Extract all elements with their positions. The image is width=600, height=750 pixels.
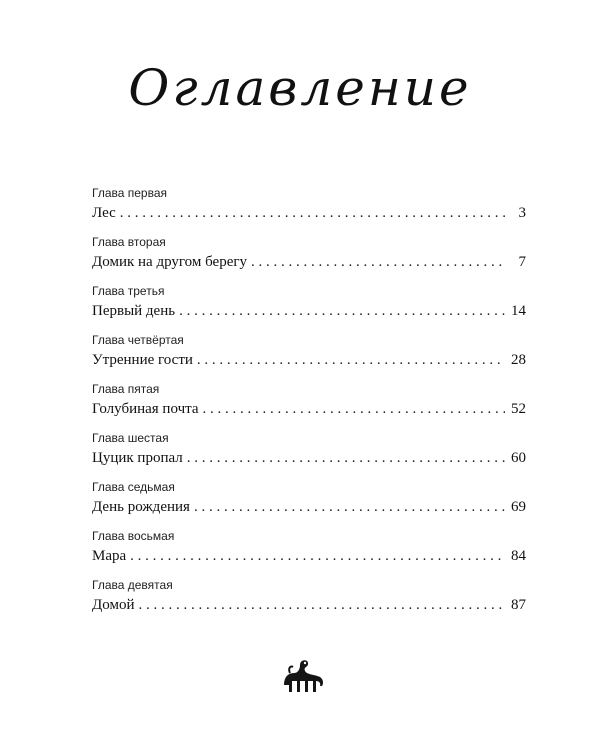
toc-entry[interactable] [92,185,526,234]
chapter-line [92,399,526,419]
leader-dots [251,252,506,272]
page-number: 84 [511,548,526,564]
chapter-title: Мара [92,548,127,564]
page-number: 3 [518,205,526,221]
toc-entry[interactable] [92,381,526,430]
chapter-label: Глава девятая [92,578,173,592]
toc-entry[interactable] [92,234,526,283]
chapter-line [92,595,526,615]
toc-entry[interactable] [92,577,526,626]
page-number: 69 [511,499,526,515]
page-number: 14 [511,303,526,319]
page-number: 7 [518,254,526,270]
leader-dots [120,203,506,223]
publisher-logo-icon [280,655,326,695]
chapter-label: Глава шестая [92,431,169,445]
leader-dots [197,350,505,370]
toc-entry[interactable] [92,430,526,479]
leader-dots [187,448,505,468]
chapter-title: День рождения [92,499,190,515]
chapter-label: Глава седьмая [92,480,175,494]
chapter-line [92,252,526,272]
chapter-label: Глава третья [92,284,165,298]
leader-dots [130,546,505,566]
chapter-line [92,497,526,517]
chapter-label: Глава вторая [92,235,166,249]
page-number: 28 [511,352,526,368]
chapter-line [92,203,526,223]
page-number: 52 [511,401,526,417]
chapter-title: Домик на другом берегу [92,254,248,270]
toc-entry[interactable] [92,283,526,332]
page-title: Оглавление [128,59,472,117]
page-number: 87 [511,597,526,613]
chapter-title: Лес [92,205,116,221]
chapter-title: Домой [92,597,135,613]
chapter-line [92,448,526,468]
leader-dots [138,595,505,615]
chapter-title: Первый день [92,303,176,319]
toc-entry[interactable] [92,479,526,528]
chapter-label: Глава восьмая [92,529,175,543]
chapter-line [92,350,526,370]
leader-dots [203,399,505,419]
chapter-line [92,301,526,321]
chapter-label: Глава четвёртая [92,333,184,347]
toc-entry[interactable] [92,528,526,577]
chapter-title: Цуцик пропал [92,450,183,466]
page-number: 60 [511,450,526,466]
chapter-title: Голубиная почта [92,401,199,417]
chapter-line [92,546,526,566]
leader-dots [194,497,505,517]
chapter-label: Глава пятая [92,382,160,396]
chapter-title: Утренние гости [92,352,193,368]
chapter-label: Глава первая [92,186,168,200]
leader-dots [179,301,505,321]
table-of-contents [92,185,526,626]
toc-entry[interactable] [92,332,526,381]
